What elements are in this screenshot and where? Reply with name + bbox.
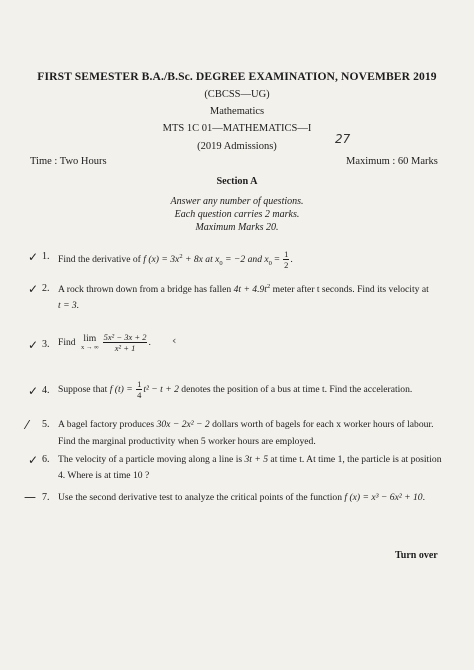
question-5-line2: Find the marginal productivity when 5 worker hours are employed. (58, 436, 316, 447)
turn-over-label: Turn over (395, 550, 438, 561)
question-text: meter after t seconds. Find its velocity at (270, 284, 429, 296)
punctuation: . (148, 337, 151, 348)
tick-mark-icon: ✓ (28, 338, 39, 352)
tick-mark-icon: ✓ (28, 282, 39, 296)
tick-mark-icon: ✓ (28, 453, 39, 467)
exponent: 2 (179, 253, 183, 260)
question-number: 2. (42, 283, 50, 294)
instruction-line: Each question carries 2 marks. (174, 209, 300, 220)
question-6-text (58, 454, 442, 465)
tick-mark-icon: ✓ (28, 384, 39, 398)
question-text: The velocity of a particle moving along a line is (58, 454, 245, 465)
question-text: A bagel factory produces (58, 419, 157, 430)
question-7-text (58, 492, 425, 503)
fraction: $\frac{1}{2}$ (284, 249, 289, 271)
subject-label: Mathematics (209, 106, 265, 117)
question-4-text (58, 378, 412, 402)
question-text: denotes the position of a bus at time t. Find the acceleration. (178, 384, 413, 395)
question-number: 6. (42, 454, 50, 465)
question-number: 7. (42, 492, 50, 503)
handwritten-mark: 27 (335, 132, 351, 146)
fraction: $\frac{1}{4}$ (137, 379, 142, 401)
admissions-label: (2019 Admissions) (197, 141, 277, 152)
question-number: 5. (42, 419, 50, 430)
question-text: Use the second derivative test to analyze the critical points of the function (58, 492, 345, 503)
math-expression: = (271, 254, 283, 266)
exam-title: FIRST SEMESTER B.A./B.Sc. DEGREE EXAMINATION, NOVEMBER 2019 (37, 70, 437, 83)
question-5-text (58, 419, 434, 430)
math-expression: f (x) = x³ − 6x² + 10 (344, 492, 423, 503)
limit-operator: lim x → ∞ (81, 332, 99, 351)
punctuation: . (422, 492, 425, 503)
question-2-line2: t = 3. (58, 300, 80, 311)
punctuation: . (290, 254, 293, 266)
math-expression: + 8x at x (182, 254, 220, 266)
paper-code: MTS 1C 01—MATHEMATICS—I (162, 123, 312, 134)
math-expression: = −2 and x (222, 254, 269, 266)
question-1-text (58, 246, 293, 275)
question-number: 1. (42, 251, 50, 262)
dash-mark-icon: — (24, 490, 36, 504)
question-3-text (58, 328, 151, 358)
instruction-line: Answer any number of questions. (170, 196, 304, 207)
section-title: Section A (216, 176, 258, 187)
fraction: $\frac{\text{5x² − 3x + 2}}{\text{x² + 1}}$ (103, 332, 147, 354)
question-6-line2: 4. Where is at time 10 ? (58, 470, 150, 481)
math-expression: t² − t + 2 (143, 384, 179, 395)
math-expression: f (t) = (109, 384, 136, 395)
question-text: Find (58, 337, 78, 348)
instruction-line: Maximum Marks 20. (195, 222, 279, 233)
math-expression: 3t + 5 (244, 454, 269, 465)
subscript: 0 (219, 260, 223, 268)
question-number: 3. (42, 339, 50, 350)
math-expression: f (x) = 3x (143, 254, 180, 266)
exponent: 2 (266, 283, 271, 290)
question-text: dollars worth of bagels for each x worker hours of labour. (209, 419, 434, 430)
maximum-marks-label: Maximum : 60 Marks (346, 156, 438, 167)
time-label: Time : Two Hours (30, 156, 107, 167)
question-text: Suppose that (58, 384, 110, 395)
math-expression: 30x − 2x² − 2 (156, 419, 210, 430)
math-expression: 4t + 4.9t (233, 284, 267, 296)
question-number: 4. (42, 385, 50, 396)
subscript: 0 (268, 260, 272, 268)
question-text: A rock thrown down from a bridge has fallen (58, 284, 234, 296)
question-text: at time t. At time 1, the particle is at position (268, 454, 442, 465)
question-2-text (58, 283, 429, 295)
pencil-mark-icon: ‹ (172, 334, 177, 347)
tick-mark-icon: ✓ (28, 250, 39, 264)
scheme-label: (CBCSS—UG) (204, 89, 270, 100)
tick-mark-icon: ⁄ (26, 418, 29, 432)
question-text: Find the derivative of (58, 254, 144, 266)
